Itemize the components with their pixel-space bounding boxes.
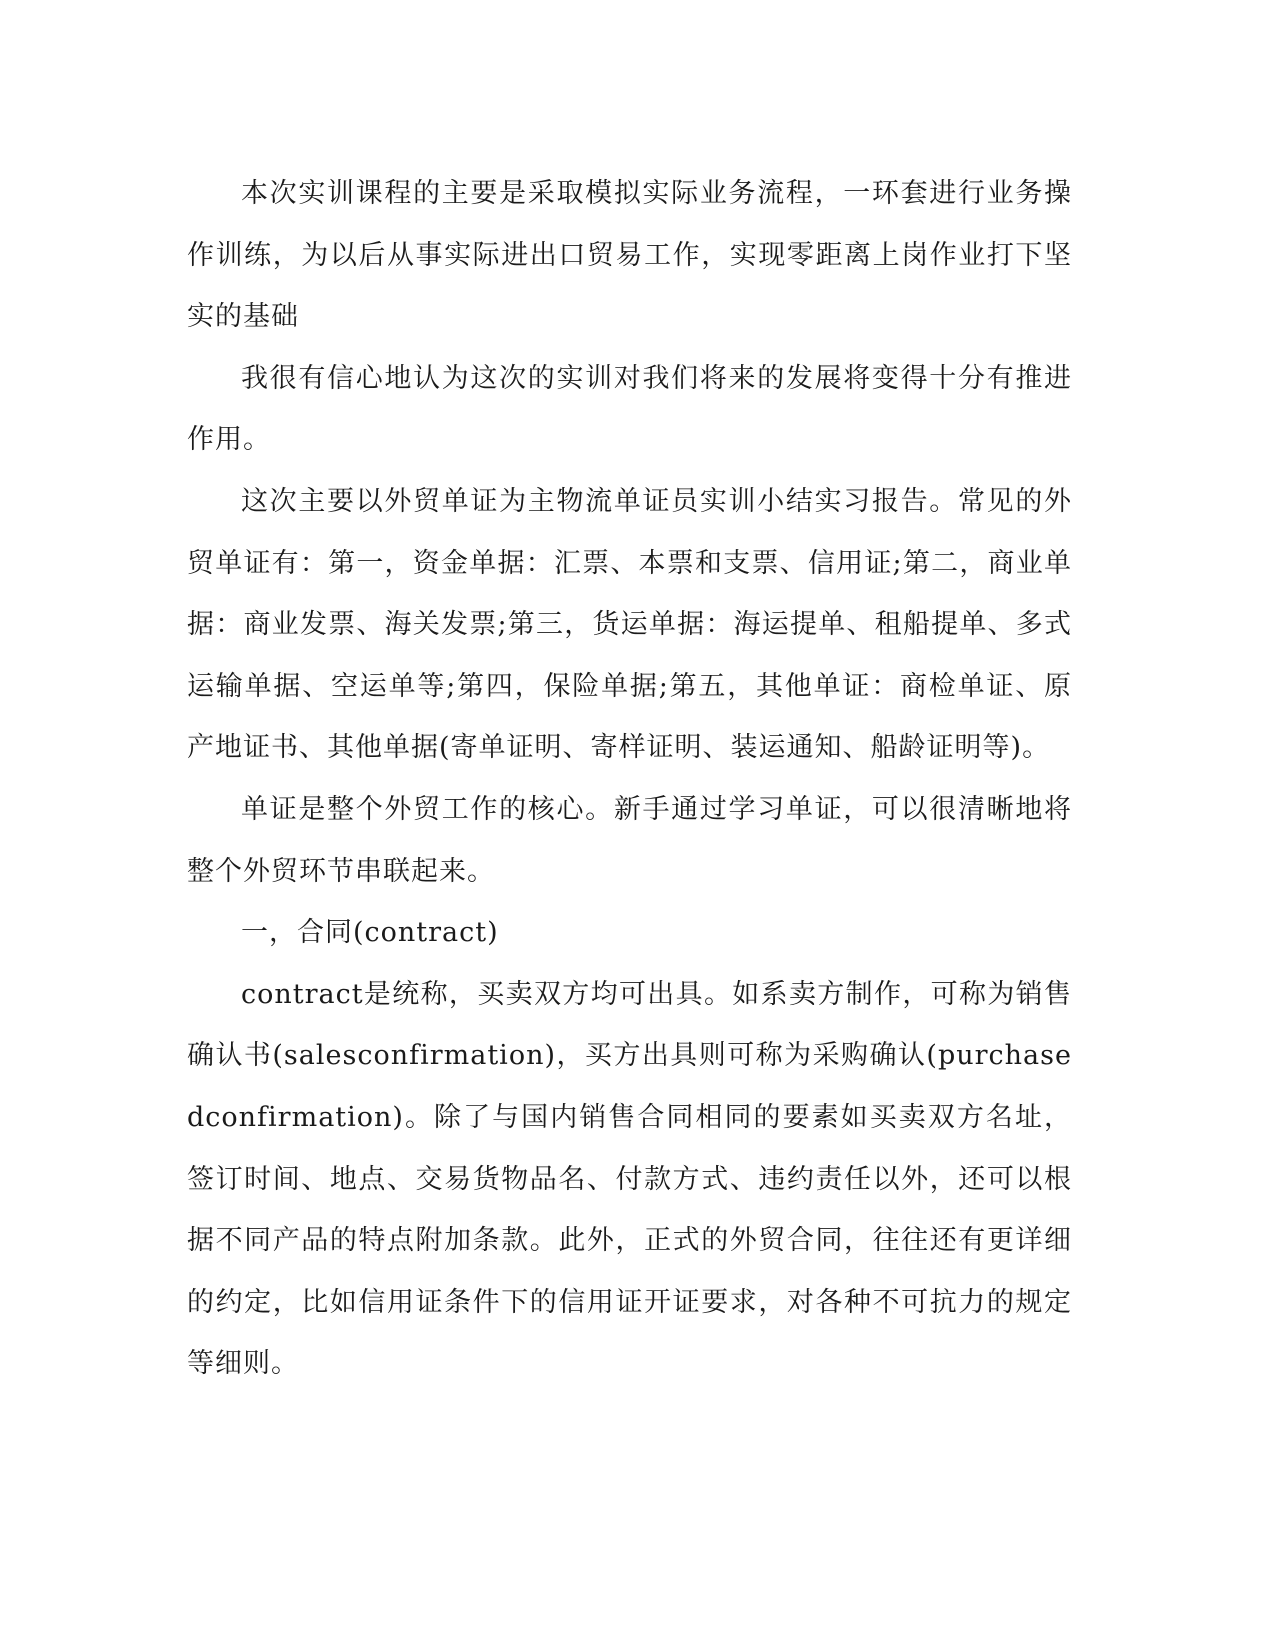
- document-body: [187, 163, 1072, 1395]
- paragraph-core-of-trade: 单证是整个外贸工作的核心。新手通过学习单证，可以很清晰地将整个外贸环节串联起来。: [187, 793, 1072, 887]
- paragraph-confidence: 我很有信心地认为这次的实训对我们将来的发展将变得十分有推进作用。: [187, 362, 1072, 456]
- paragraph-contract-details: contract是统称，买卖双方均可出具。如系卖方制作，可称为销售确认书(salesconfirmation)，买方出具则可称为采购确认(purchasedconfirmation)。除了与国内销售合同相同的要素如买卖双方名址，签订时间、地点、交易货物品名、付款方式、违约责任以外，还可以根据不同产品的特点附加条款。此外，正式的外贸合同，往往还有更详细的约定，比如信用证条件下的信用证开证要求，对各种不可抗力的规定等细则。: [187, 978, 1072, 1380]
- section-heading-contract: 一，合同(contract): [241, 917, 499, 949]
- paragraph-training-course: 本次实训课程的主要是采取模拟实际业务流程，一环套进行业务操作训练，为以后从事实际进出口贸易工作，实现零距离上岗作业打下坚实的基础: [187, 178, 1072, 333]
- paragraph-document-types: 这次主要以外贸单证为主物流单证员实训小结实习报告。常见的外贸单证有：第一，资金单据：汇票、本票和支票、信用证;第二，商业单据：商业发票、海关发票;第三，货运单据：海运提单、租船提单、多式运输单据、空运单等;第四，保险单据;第五，其他单证：商检单证、原产地证书、其他单据(寄单证明、寄样证明、装运通知、船龄证明等)。: [187, 485, 1072, 764]
